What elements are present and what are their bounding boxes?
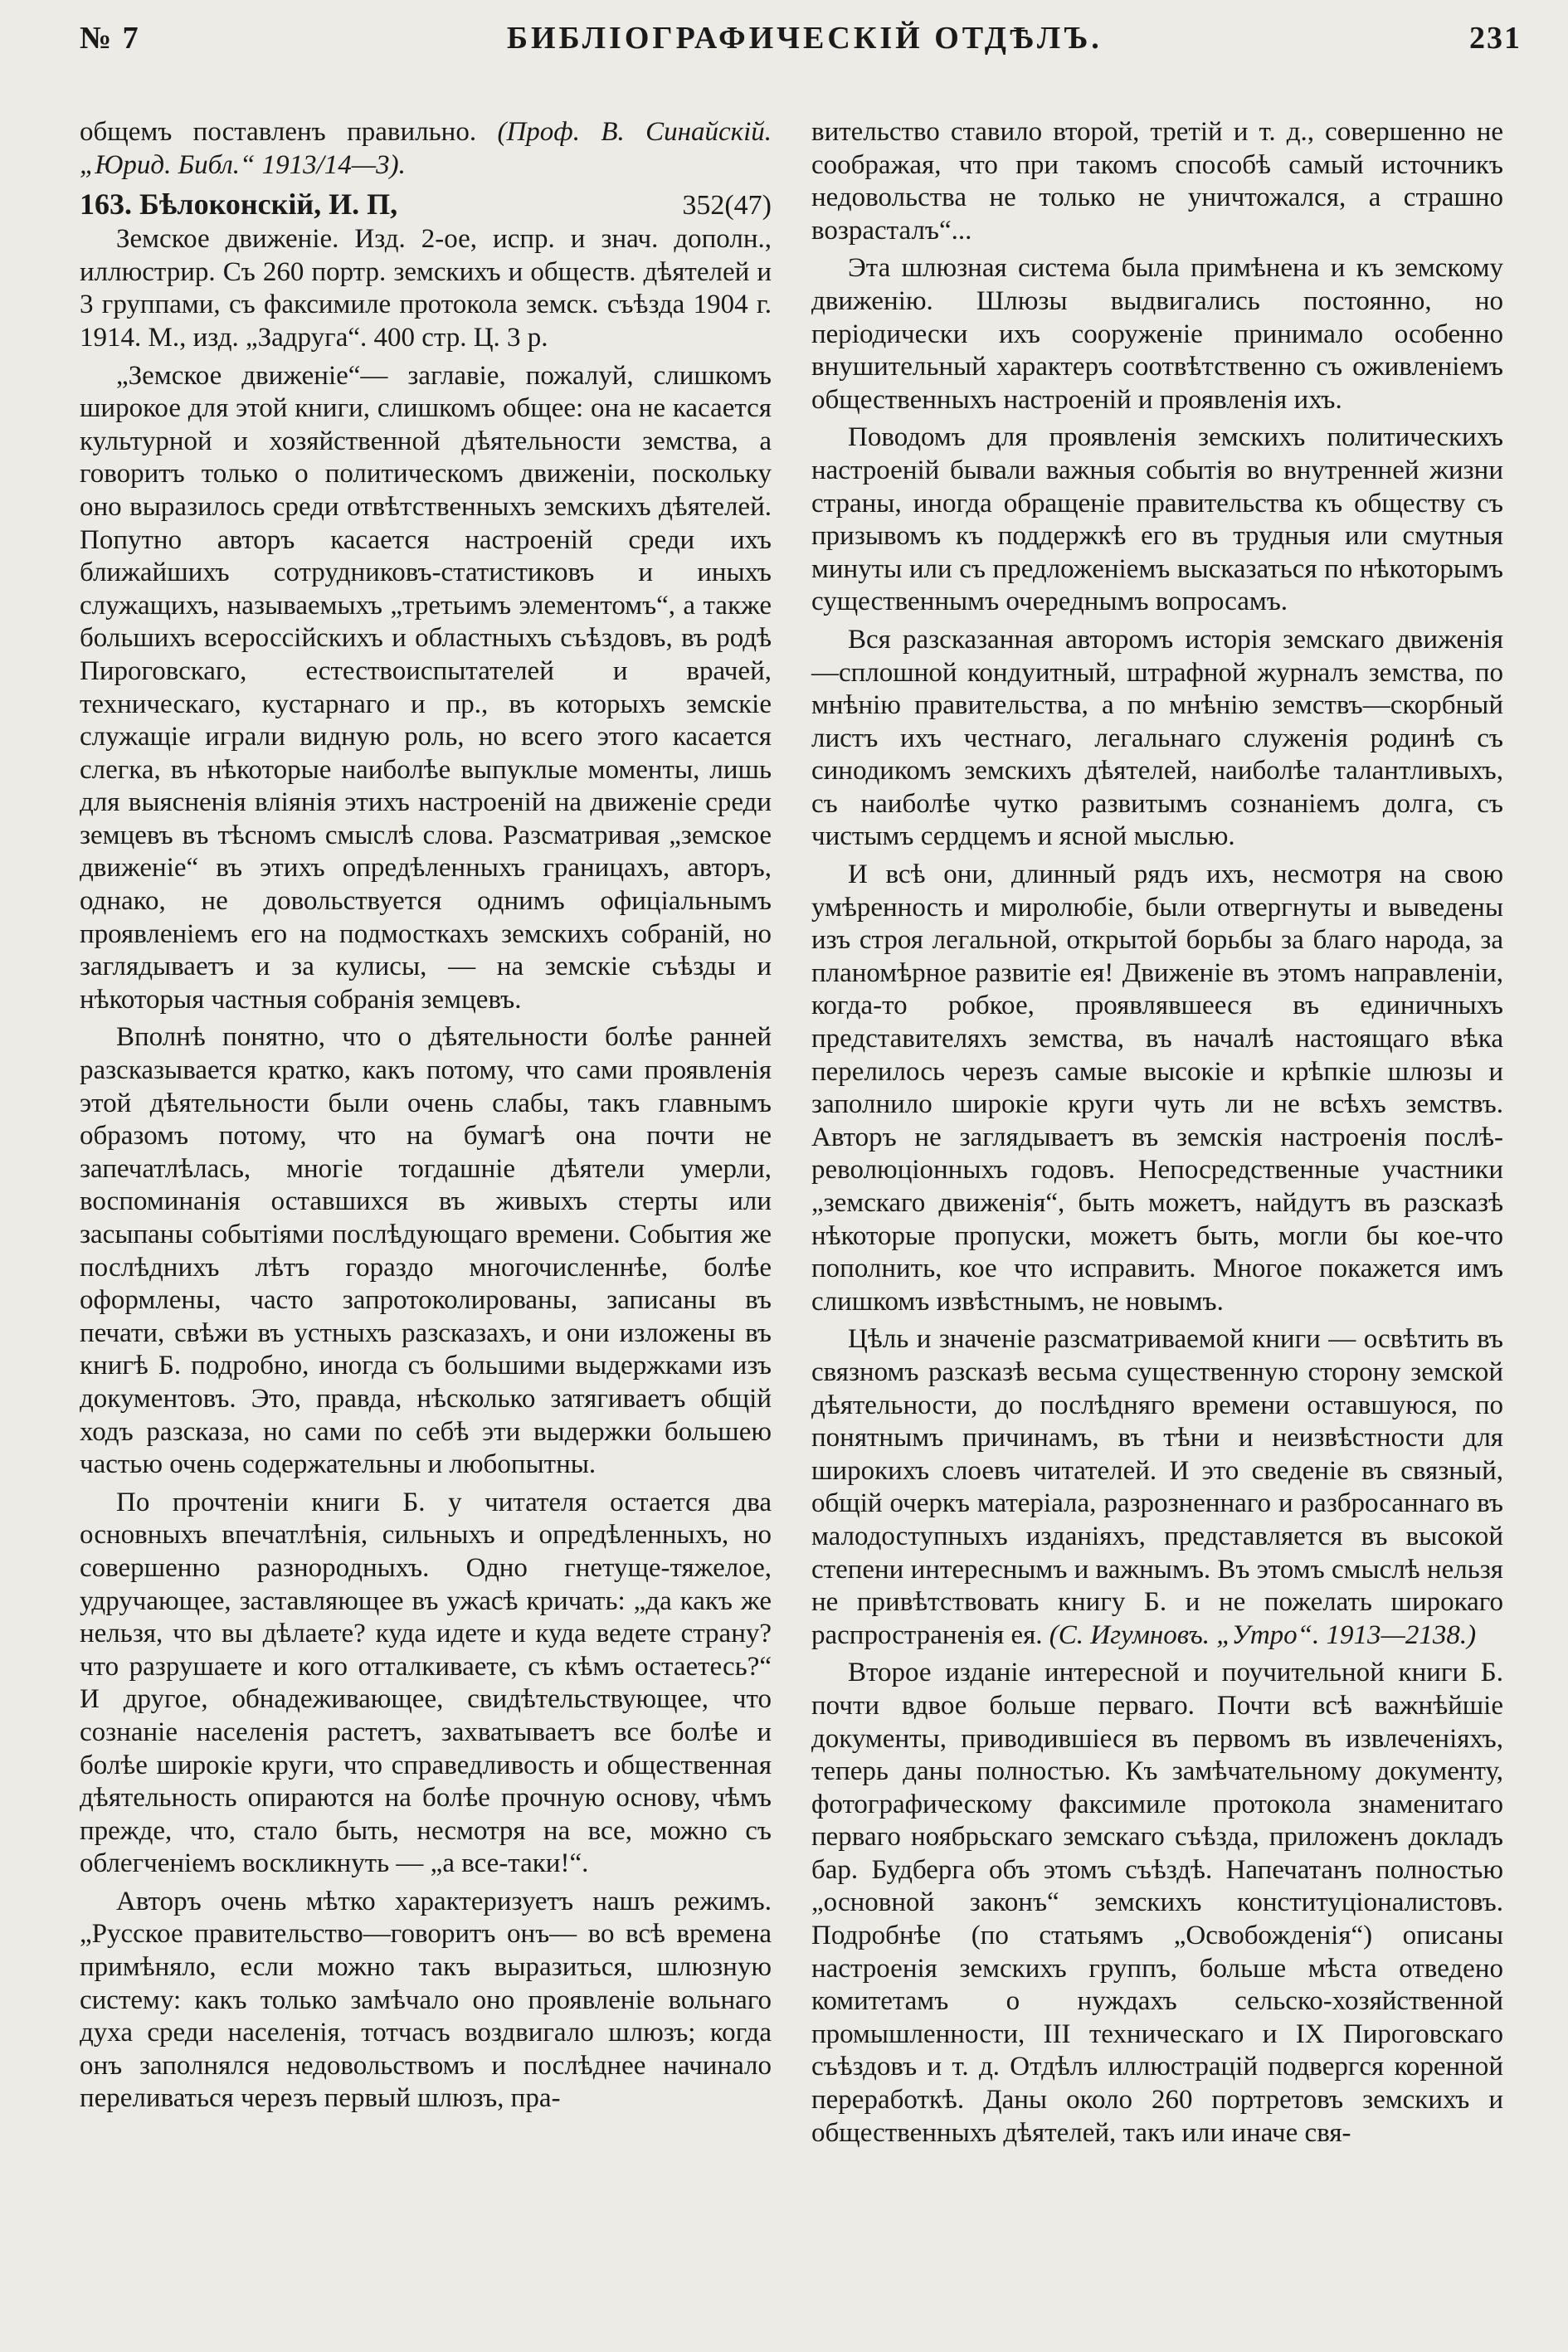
page-number: 231: [1469, 21, 1522, 56]
review-source: (С. Игумновъ. „Утро“. 1913—2138.): [1049, 1619, 1477, 1650]
review-paragraph: вительство ставило второй, третій и т. д., совершенно не соображая, что при такомъ способѣ самый источникъ недовольства не только не уничтожался, а страшно возрасталъ“...: [811, 117, 1503, 246]
review-paragraph: И всѣ они, длинный рядъ ихъ, несмотря на свою умѣренность и миролюбіе, были отвергнуты и выведены изъ строя легальной, открытой борьбы за благо народа, за планомѣрное развитіе ея! Движеніе въ этомъ направленіи, когда-то робкое, проявлявшееся въ единичныхъ представителяхъ земства, въ началѣ настоящаго вѣка перелилось черезъ самые высокіе и крѣпкіе шлюзы и заполнило широкіе круги чуть ли не всѣхъ земствъ. Авторъ не заглядываетъ въ земскія настроенія послѣ-революціонныхъ годовъ. Непосредственные участники „земскаго движенія“, быть можетъ, найдутъ въ разсказѣ нѣкоторые пропуски, можетъ быть, могли бы кое-что пополнить, кое что исправить. Многое покажется имъ слишкомъ извѣстнымъ, не новымъ.: [811, 859, 1503, 1317]
review-paragraph: Эта шлюзная система была примѣнена и къ земскому движенію. Шлюзы выдвигались постоянно, но періодически ихъ сооруженіе принимало особенно внушительный характеръ соотвѣтственно съ оживленіемъ общественныхъ настроеній и проявленія ихъ.: [811, 253, 1503, 415]
review-paragraph-text: Цѣль и значеніе разсматриваемой книги — освѣтить въ связномъ разсказѣ весьма существенную сторону земской дѣятельности, до послѣдняго времени оставшуюся, по понятнымъ причинамъ, въ тѣни и неизвѣстности для широкихъ слоевъ читателей. И это сведеніе въ связный, общій очеркъ матеріала, разрозненнаго и разбросаннаго въ малодоступныхъ изданіяхъ, представляется въ высокой степени интереснымъ и важнымъ. Въ этомъ смыслѣ нельзя не привѣтствовать книгу Б. и не пожелать широкаго распространенія ея.: [811, 1324, 1503, 1650]
entry-bibliography: Земское движеніе. Изд. 2-ое, испр. и знач. дополн., иллюстрир. Съ 260 портр. земскихъ и обществ. дѣятелей и 3 группами, съ факсимиле протокола земск. съѣзда 1904 г. 1914. М., изд. „Задруга“. 400 стр. Ц. 3 р.: [80, 224, 772, 353]
review-paragraph: Вполнѣ понятно, что о дѣятельности болѣе ранней разсказывается кратко, какъ потому, что сами проявленія этой дѣятельности были очень слабы, такъ главнымъ образомъ потому, что на бумагѣ она почти не запечатлѣлась, многіе тогдашніе дѣятели умерли, воспоминанія оставшихся въ живыхъ стерты или засыпаны событіями послѣдующаго времени. События же послѣднихъ лѣтъ гораздо многочисленнѣе, болѣе оформлены, часто запротоколированы, записаны въ печати, свѣжи въ устныхъ разсказахъ, и они изложены въ книгѣ Б. подробно, иногда съ большими выдержками изъ документовъ. Это, правда, нѣсколько затягиваетъ общій ходъ разсказа, но сами по себѣ эти выдержки большею частью очень содержательны и любопытны.: [80, 1022, 772, 1480]
entry-classification-code: 352(47): [682, 190, 772, 222]
left-column: [80, 116, 772, 2155]
review-paragraph: Вся разсказанная авторомъ исторія земскаго движенія—сплошной кондуитный, штрафной журналъ земства, по мнѣнію правительства, а по мнѣнію земствъ—скорбный листъ ихъ честнаго, легальнаго служенія родинѣ съ синодикомъ земскихъ дѣятелей, наиболѣе талантливыхъ, съ наиболѣе чутко развитымъ сознаніемъ долга, съ чистымъ сердцемъ и ясной мыслью.: [811, 624, 1503, 852]
review-paragraph: Второе изданіе интересной и поучительной книги Б. почти вдвое больше перваго. Почти всѣ важнѣйшіе документы, приводившіеся въ первомъ въ извлеченіяхъ, теперь даны полностью. Къ замѣчательному документу, фотографическому факсимиле протокола знаменитаго перваго ноябрьскаго земскаго съѣзда, приложенъ докладъ бар. Будберга объ этомъ съѣздѣ. Напечатанъ полностью „основной законъ“ земскихъ конституціоналистовъ. Подробнѣе (по статьямъ „Освобожденія“) описаны настроенія земскихъ группъ, больше мѣста отведено комитетамъ о нуждахъ сельско-хозяйственной промышленности, III техническаго и IX Пироговскаго съѣздовъ и т. д. Отдѣлъ иллюстрацій подвергся коренной переработкѣ. Даны около 260 портретовъ земскихъ и общественныхъ дѣятелей, такъ или иначе свя-: [811, 1658, 1503, 2148]
review-paragraph: [811, 1323, 1503, 1652]
section-title: БИБЛІОГРАФИЧЕСКІЙ ОТДѢЛЪ.: [506, 21, 1103, 56]
entry-heading: [80, 187, 772, 222]
right-column: [811, 116, 1503, 2155]
review-paragraph: По прочтеніи книги Б. у читателя остается два основныхъ впечатлѣнія, сильныхъ и опредѣленныхъ, но совершенно разнородныхъ. Одно гнетуще-тяжелое, удручающее, заставляющее въ ужасѣ кричать: „да какъ же нельзя, что вы дѣлаете? куда идете и куда ведете страну? что разрушаете и кого отталкиваете, съ кѣмъ остаетесь?“ И другое, обнадеживающее, свидѣтельствующее, что сознаніе населенія растетъ, захватываетъ все болѣе и болѣе широкіе круги, что справедливость и общественная дѣятельность опираются на болѣе прочную основу, чѣмъ прежде, что, стало быть, несмотря на все, можно съ облегченіемъ воскликнуть — „а все-таки!“.: [80, 1487, 772, 1879]
text-columns: [80, 116, 1522, 2155]
issue-number: № 7: [80, 21, 140, 56]
entry-number-author: 163. Бѣлоконскій, И. П,: [80, 187, 398, 222]
intro-source: (Проф. В. Синайскій. „Юрид. Библ.“ 1913/14—3).: [80, 117, 772, 180]
review-paragraph: Поводомъ для проявленія земскихъ политическихъ настроеній бывали важныя событія во внутренней жизни страны, иногда обращеніе правительства къ обществу съ призывомъ къ поддержкѣ его въ трудныя или смутныя минуты или съ предложеніемъ высказаться по нѣкоторымъ существеннымъ очереднымъ вопросамъ.: [811, 422, 1503, 617]
review-paragraph: Авторъ очень мѣтко характеризуетъ нашъ режимъ. „Русское правительство—говоритъ онъ— во всѣ времена примѣняло, если можно такъ выразиться, шлюзную систему: какъ только замѣчало оно проявленіе вольнаго духа среди населенія, тотчасъ воздвигало шлюзъ; когда онъ заполнялся недовольствомъ и послѣднее начинало переливаться черезъ первый шлюзъ, пра-: [80, 1886, 772, 2114]
running-head: [80, 20, 1522, 73]
intro-text: общемъ поставленъ правильно.: [80, 117, 477, 147]
review-paragraph: „Земское движеніе“— заглавіе, пожалуй, слишкомъ широкое для этой книги, слишкомъ общее: она не касается культурной и хозяйственной дѣятельности земства, а говоритъ только о политическомъ движеніи, поскольку оно выразилось среди отвѣтственныхъ земскихъ дѣятелей. Попутно авторъ касается настроеній среди ихъ ближайшихъ сотрудниковъ-статистиковъ и иныхъ служащихъ, называемыхъ „третьимъ элементомъ“, а также большихъ всероссійскихъ и областныхъ съѣздовъ, въ родѣ Пироговскаго, естествоиспытателей и врачей, техническаго, кустарнаго и пр., въ которыхъ земскіе служащіе играли видную роль, но всего этого касается слегка, въ нѣкоторые наиболѣе выпуклые моменты, лишь для выясненія вліянія этихъ настроеній на движеніе среди земцевъ въ тѣсномъ смыслѣ слова. Разсматривая „земское движеніе“ въ этихъ опредѣленныхъ границахъ, авторъ, однако, не довольствуется однимъ офиціальнымъ проявленіемъ его на подмосткахъ земскихъ собраній, но заглядываетъ и за кулисы, — на земскіе съѣзды и нѣкоторыя частныя собранія земцевъ.: [80, 360, 772, 1015]
intro-paragraph: [80, 116, 772, 182]
